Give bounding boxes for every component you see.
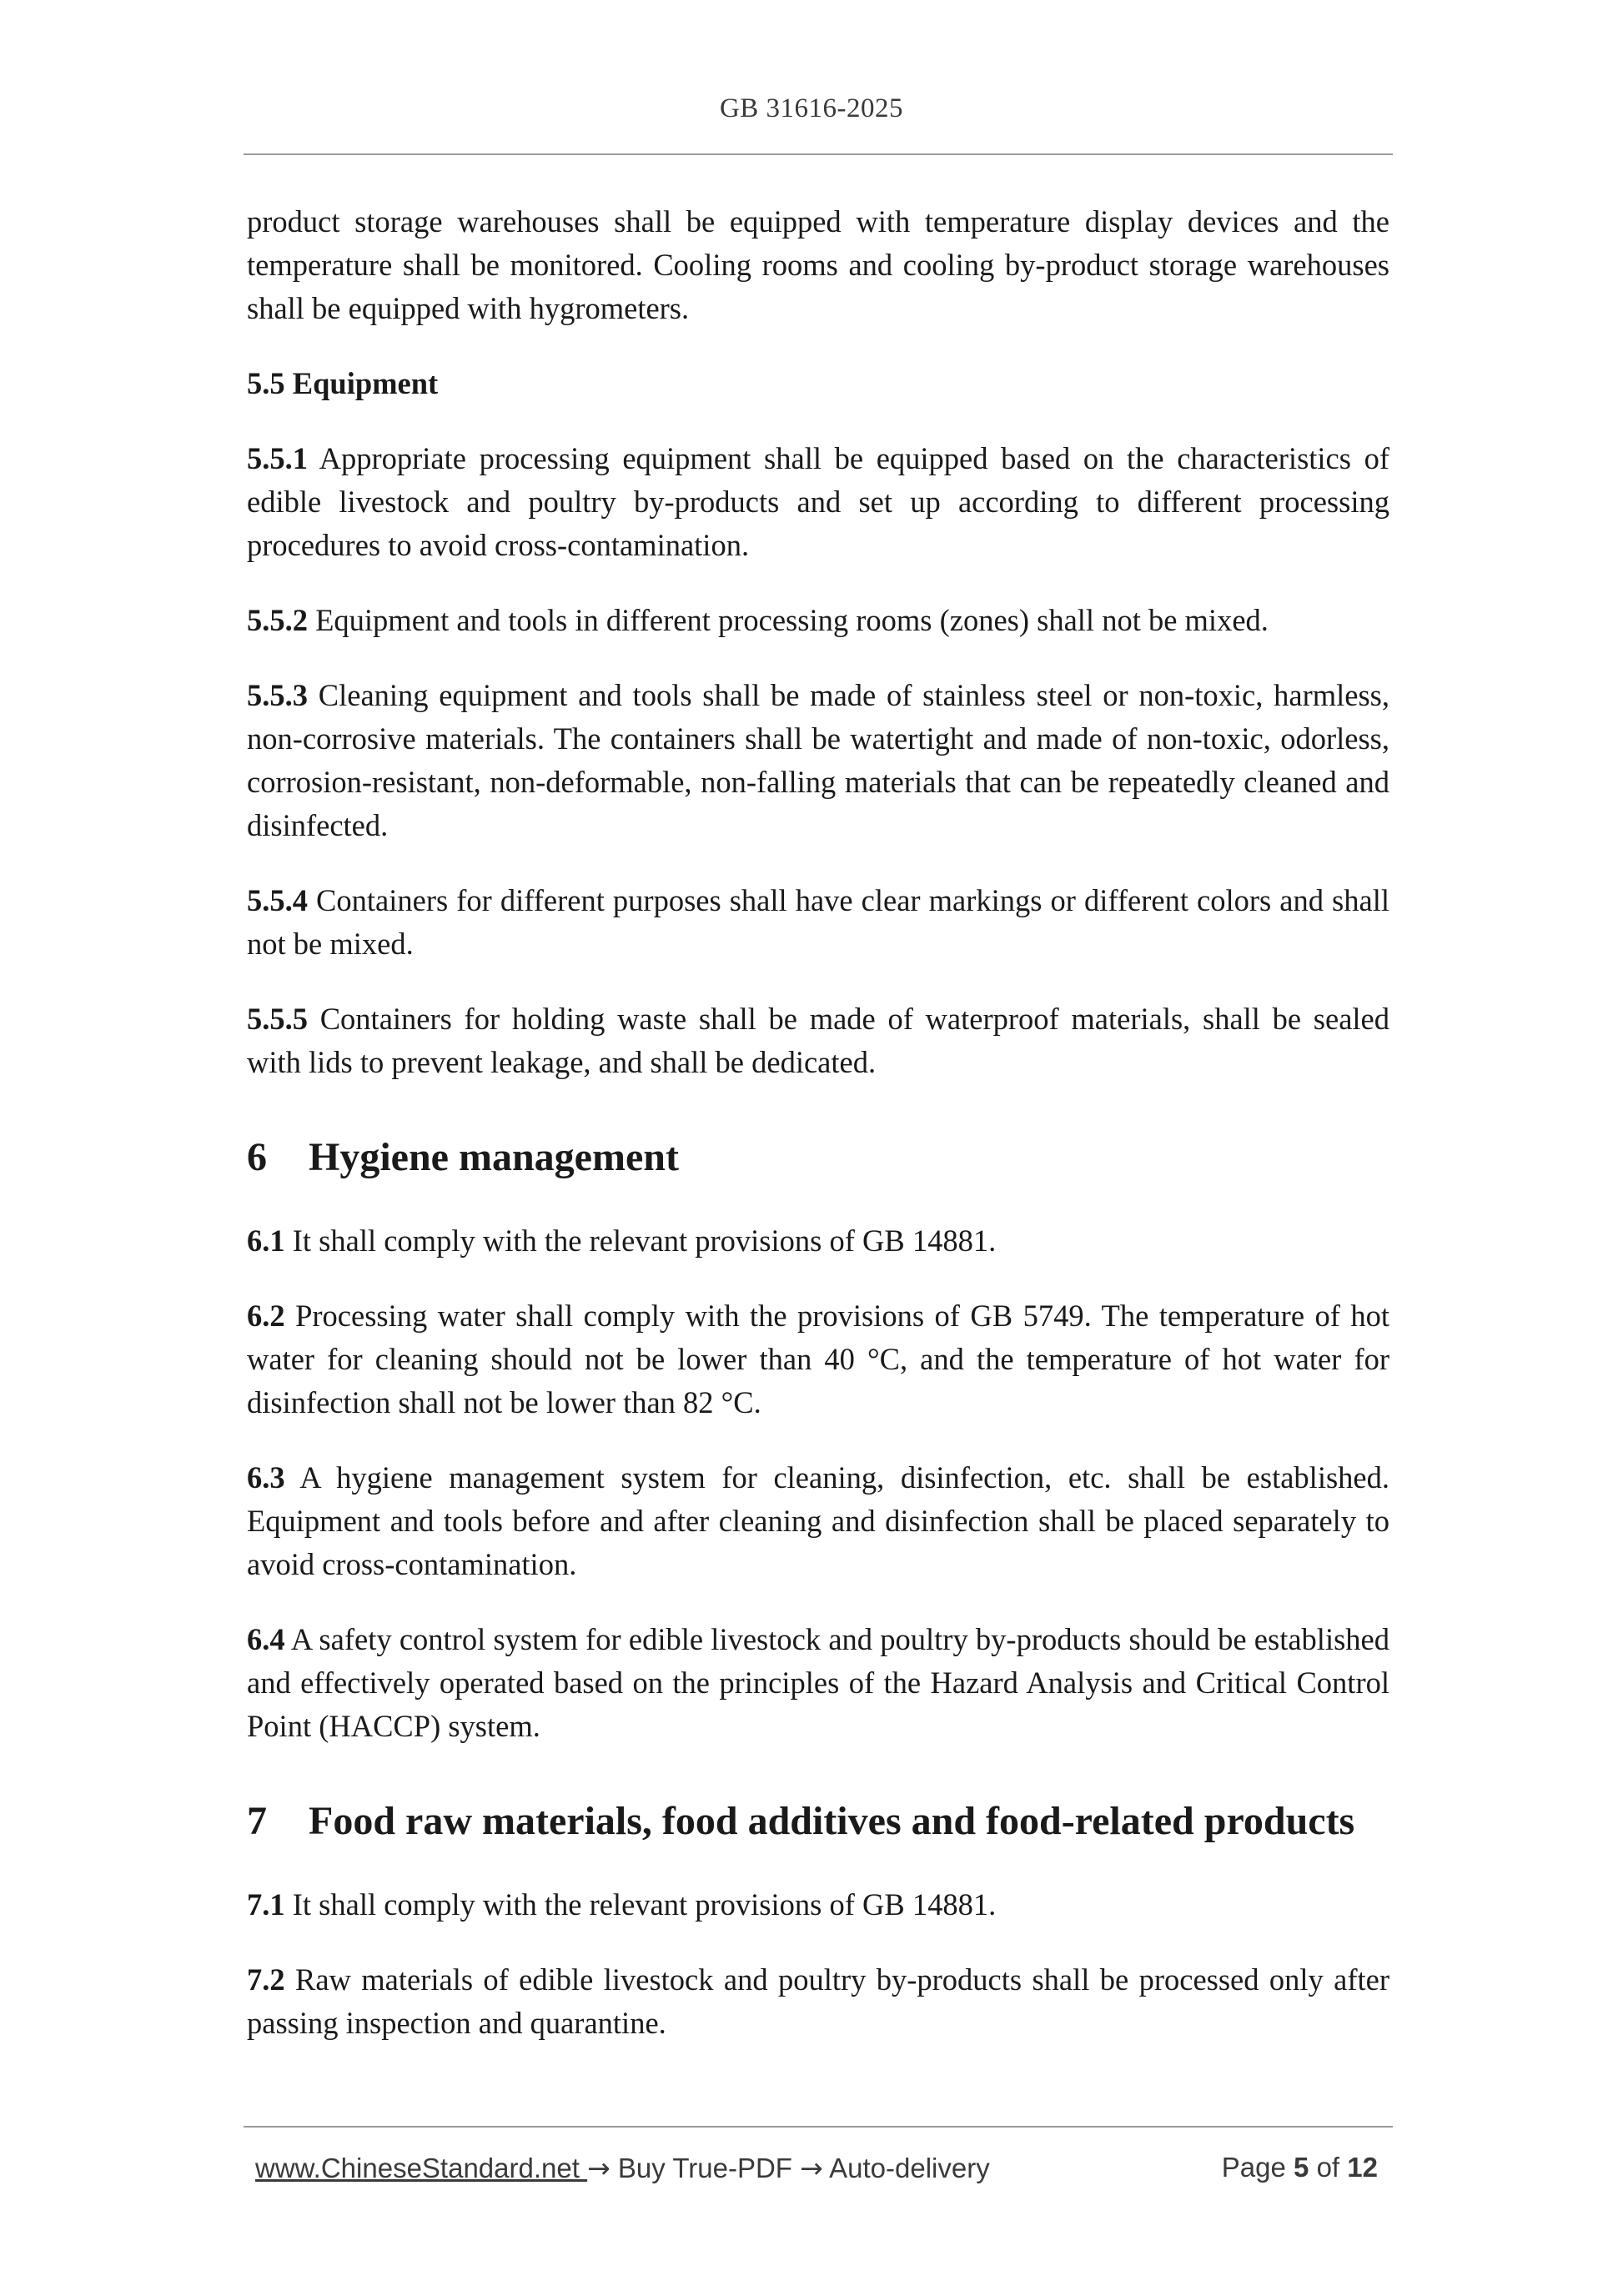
clause-number: 5.5.1: [247, 441, 308, 475]
auto-delivery-text: Auto-delivery: [822, 2153, 990, 2183]
clause-text: Raw materials of edible livestock and poultry by-products shall be processed only after passing inspection and quarantine.: [247, 1962, 1389, 2040]
paragraph-6-4: [247, 1618, 1389, 1748]
paragraph-5-5-4: [247, 879, 1389, 966]
footer-divider: [244, 2126, 1393, 2128]
clause-text: Appropriate processing equipment shall be equipped based on the characteristics of edible livestock and poultry by-products and set up according to different processing procedures to avoid cross-contamination.: [247, 441, 1389, 562]
paragraph-5-5-5: [247, 997, 1389, 1084]
clause-number: 7.1: [247, 1887, 285, 1922]
section-title: Hygiene management: [309, 1135, 679, 1179]
section-heading-6: [247, 1133, 1389, 1183]
arrow-right-icon: →: [800, 2152, 823, 2184]
page-total: 12: [1347, 2152, 1378, 2183]
paragraph-6-2: [247, 1294, 1389, 1424]
clause-number: 6.2: [247, 1299, 285, 1333]
page-of: of: [1316, 2152, 1340, 2183]
clause-text: Containers for holding waste shall be made of waterproof materials, shall be sealed with lids to prevent leakage, and shall be dedicated.: [247, 1002, 1389, 1079]
section-heading-5-5: 5.5 Equipment: [247, 366, 439, 400]
clause-text: It shall comply with the relevant provisions of GB 14881.: [284, 1223, 997, 1258]
clause-number: 6.1: [247, 1223, 285, 1258]
clause-number: 6.4: [247, 1622, 285, 1656]
header-divider: [244, 153, 1393, 155]
buy-pdf-text: Buy True-PDF: [610, 2153, 801, 2183]
clause-text: A hygiene management system for cleaning, disinfection, etc. shall be established. Equipment and tools before and after cleaning and disinfection shall be placed separately to avoid cross-contamination.: [247, 1460, 1389, 1581]
clause-text: A safety control system for edible livestock and poultry by-products should be established and effectively operated based on the principles of the Hazard Analysis and Critical Control Point (HACCP) system.: [247, 1622, 1389, 1743]
section-number: 7: [247, 1799, 267, 1843]
paragraph-5-5-3: [247, 674, 1389, 847]
page-indicator: [1222, 2152, 1378, 2183]
site-link[interactable]: www.ChineseStandard.net: [255, 2153, 588, 2183]
document-header: GB 31616-2025: [719, 93, 904, 123]
clause-number: 6.3: [247, 1460, 285, 1495]
section-number: 6: [247, 1135, 267, 1179]
section-heading-7: [247, 1796, 1389, 1846]
paragraph-7-2: [247, 1958, 1389, 2045]
paragraph-6-3: [247, 1456, 1389, 1586]
clause-number: 7.2: [247, 1962, 285, 1997]
paragraph-intro: product storage warehouses shall be equipped with temperature display devices and the temperature shall be monitored. Cooling rooms and cooling by-product storage warehouses shall be equipped with hygrometers.: [247, 204, 1389, 325]
clause-number: 5.5.4: [247, 883, 308, 917]
clause-text: Equipment and tools in different processing rooms (zones) shall not be mixed.: [308, 603, 1269, 637]
paragraph-6-1: [247, 1219, 1389, 1263]
clause-text: Processing water shall comply with the provisions of GB 5749. The temperature of hot water for cleaning should not be lower than 40 °C, and the temperature of hot water for disinfection shall not be lower than 82 °C.: [247, 1299, 1389, 1419]
clause-text: It shall comply with the relevant provisions of GB 14881.: [284, 1887, 997, 1922]
clause-number: 5.5.5: [247, 1002, 308, 1036]
clause-number: 5.5.3: [247, 678, 308, 712]
paragraph-5-5-1: [247, 437, 1389, 567]
section-title: Food raw materials, food additives and food-related products: [309, 1799, 1355, 1843]
clause-number: 5.5.2: [247, 603, 308, 637]
clause-text: Cleaning equipment and tools shall be made of stainless steel or non-toxic, harmless, non-corrosive materials. The containers shall be watertight and made of non-toxic, odorless, corrosion-resistant, non-deformable, non-falling materials that can be repeatedly cleaned and disinfected.: [247, 678, 1389, 842]
paragraph-7-1: [247, 1883, 1389, 1927]
page-current: 5: [1294, 2152, 1309, 2183]
page-label: Page: [1221, 2152, 1286, 2183]
clause-text: Containers for different purposes shall have clear markings or different colors and shall not be mixed.: [247, 883, 1389, 961]
document-body: [247, 200, 1389, 2077]
page-footer: [255, 2152, 1386, 2184]
arrow-right-icon: →: [587, 2152, 611, 2184]
paragraph-5-5-2: [247, 599, 1389, 642]
